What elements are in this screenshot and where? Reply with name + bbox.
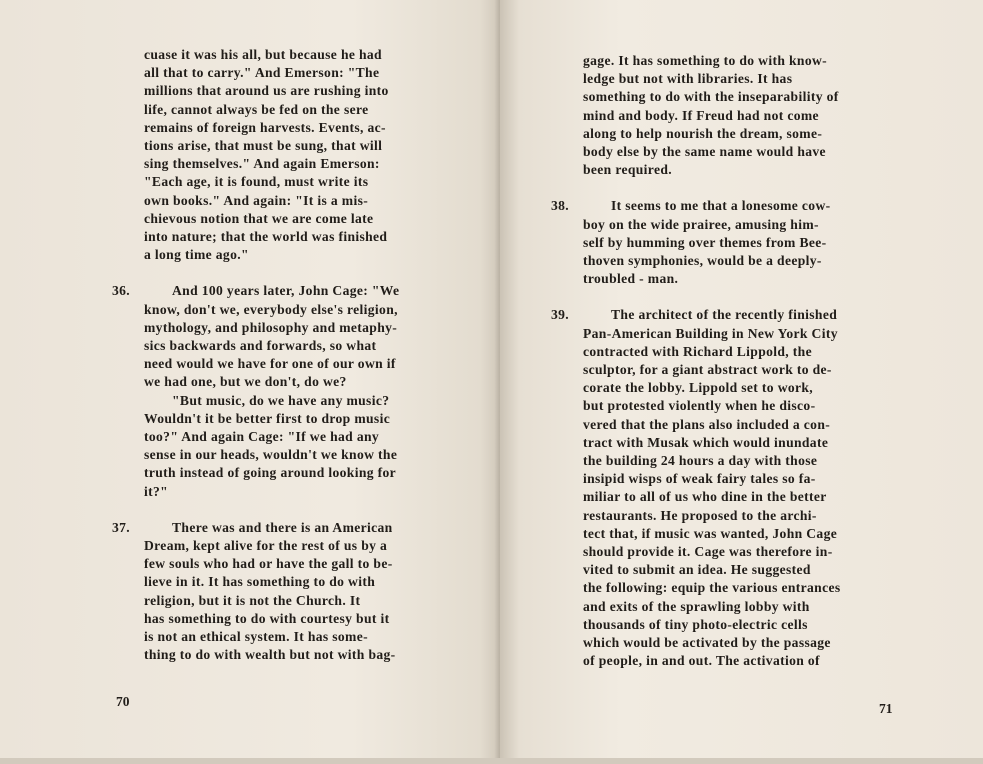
right-page	[500, 0, 983, 764]
paragraph-text: It seems to me that a lonesome cow- boy on the wide prairee, amusing him- self by humming over themes from Bee- thoven symphonies, would be a deeply- troubled - man.	[583, 198, 831, 287]
paragraph-text: And 100 years later, John Cage: "We know, don't we, everybody else's religion, mythology, and philosophy and metaphy- sics backwards and forwards, so what need would we have for one of our own if we had one, but we don't, do we?	[144, 283, 400, 390]
paragraph-37	[112, 519, 450, 665]
paragraph-number: 37.	[112, 519, 131, 535]
paragraph-36	[112, 282, 450, 500]
paragraph-text: The architect of the recently finished Pan-American Building in New York City contracted with Richard Lippold, the sculptor, for a giant abstract work to de- corate the lobby. Lippold set to work, but protested violently when he disco- vered that the plans also included a con- tract with Musak which would inundate the building 24 hours a day with those insipid wisps of weak fairy tales so fa- miliar to all of us who dine in the better restaurants. He proposed to the archi- tect that, if music was wanted, John Cage should provide it. Cage was therefore in- vited to submit an idea. He suggested the following: equip the various entrances and exits of the sprawling lobby with thousands of tiny photo-electric cells which would be activated by the passage of people, in and out. The activation of	[583, 307, 841, 669]
page-number: 71	[879, 701, 893, 716]
continuation-paragraph: cuase it was his all, but because he had all that to carry." And Emerson: "The millions that around us are rushing into life, cannot always be fed on the sere remains of foreign harvests. Events, ac- tions arise, that must be sung, that will sing themselves." And again Emerson: "Each age, it is found, must write its own books." And again: "It is a mis- chievous notion that we are come late into nature; that the world was finished a long time ago."	[144, 47, 389, 263]
page-edge	[0, 758, 983, 764]
paragraph-text: There was and there is an American Dream, kept alive for the rest of us by a few souls who had or have the gall to be- lieve in it. It has something to do with religion, but it is not the Church. It has something to do with courtesy but it is not an ethical system. It has some- thing to do with wealth but not with bag-	[144, 519, 396, 663]
page-number: 70	[116, 694, 130, 709]
paragraph-38	[551, 197, 892, 288]
continuation-paragraph: gage. It has something to do with know- ledge but not with libraries. It has something to do with the inseparability of mind and body. If Freud had not come along to help nourish the dream, some- body else by the same name would have been required.	[583, 53, 839, 178]
right-page-text	[551, 52, 892, 671]
paragraph-number: 38.	[551, 198, 570, 214]
left-page-text	[112, 46, 450, 665]
paragraph-number: 36.	[112, 283, 131, 299]
paragraph-text-continued: "But music, do we have any music? Wouldn't it be better first to drop music too?" And again Cage: "If we had any sense in our heads, wouldn't we know the truth instead of going around looking for it?"	[144, 392, 398, 499]
paragraph-39	[551, 306, 892, 670]
paragraph-number: 39.	[551, 307, 570, 323]
